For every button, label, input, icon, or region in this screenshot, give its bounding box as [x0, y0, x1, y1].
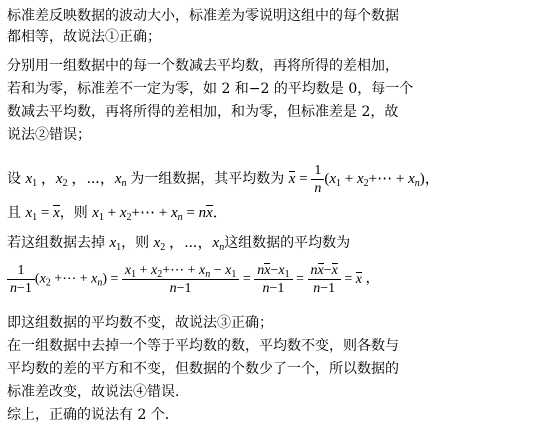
- text-line-5: 数减去平均数，再将所得的差相加，和为零，但标准差是 2，故: [7, 104, 399, 120]
- math-x2-to-xn: $x_2$ ，⋯，$x_n$: [153, 235, 225, 253]
- text-segment: 为一组数据，其平均数为: [130, 170, 289, 187]
- text-line-2: 都相等，故说法①正确；: [7, 29, 161, 45]
- text-line-9: [7, 234, 350, 252]
- text-line-8: [7, 204, 228, 222]
- math-sum-equals-n-mean: $x_1$ + $x_2+\cdots + x_n$ = nx．: [92, 205, 228, 223]
- text-line-3: 分别用一组数据中的每一个数减去平均数，再将所得的差相加，: [7, 58, 399, 74]
- text-line-14: 标准差改变，故说法④错误．: [7, 384, 189, 400]
- text-line-7: [7, 162, 440, 197]
- text-line-13: 平均数的差的平方和不变，但数据的个数少了一个，所以数据的: [7, 361, 399, 377]
- text-line-15: 综上，正确的说法有 2 个．: [7, 407, 179, 423]
- text-segment: ，则: [59, 205, 93, 221]
- text-line-12: 在一组数据中去掉一个等于平均数的数，平均数不变，则各数与: [7, 338, 399, 354]
- math-x1-equals-mean: $x_1 = x$: [25, 205, 60, 223]
- text-segment: 若这组数据去掉: [7, 235, 110, 251]
- text-line-6: 说法②错误；: [7, 127, 91, 143]
- text-segment: 设: [7, 170, 26, 187]
- text-segment: 这组数据的平均数为: [224, 235, 351, 251]
- math-x1: $x_1$: [109, 235, 122, 253]
- text-segment: ，则: [121, 235, 154, 251]
- math-new-mean-derivation: $\frac{1}{n-1}$ ($x_2$ +⋯ + $x_n$) = $\frac{x_1 + x_2+\cdots + x_n - x_1}{n-1}$ = $\frac{nx-x_1}{n-1}$ = $\frac{nx-x}{n-1}$ = x ，: [7, 262, 379, 297]
- text-line-1: 标准差反映数据的波动大小，标准差为零说明这组中的每个数据: [7, 8, 399, 24]
- math-mean-definition: x = $\frac{1}{n}$ ($x_1$ + $x_2+\cdots + x_n$)，: [288, 163, 440, 196]
- text-line-4: 若和为零，标准差不一定为零，如 2 和−2 的平均数是 0，每一个: [7, 81, 414, 97]
- text-line-11: 即这组数据的平均数不变，故说法③正确；: [7, 315, 273, 331]
- math-x1-x2-xn: $x_1$ ，$x_2$ ，⋯，$x_n$: [25, 170, 127, 189]
- text-segment: 且: [7, 205, 26, 221]
